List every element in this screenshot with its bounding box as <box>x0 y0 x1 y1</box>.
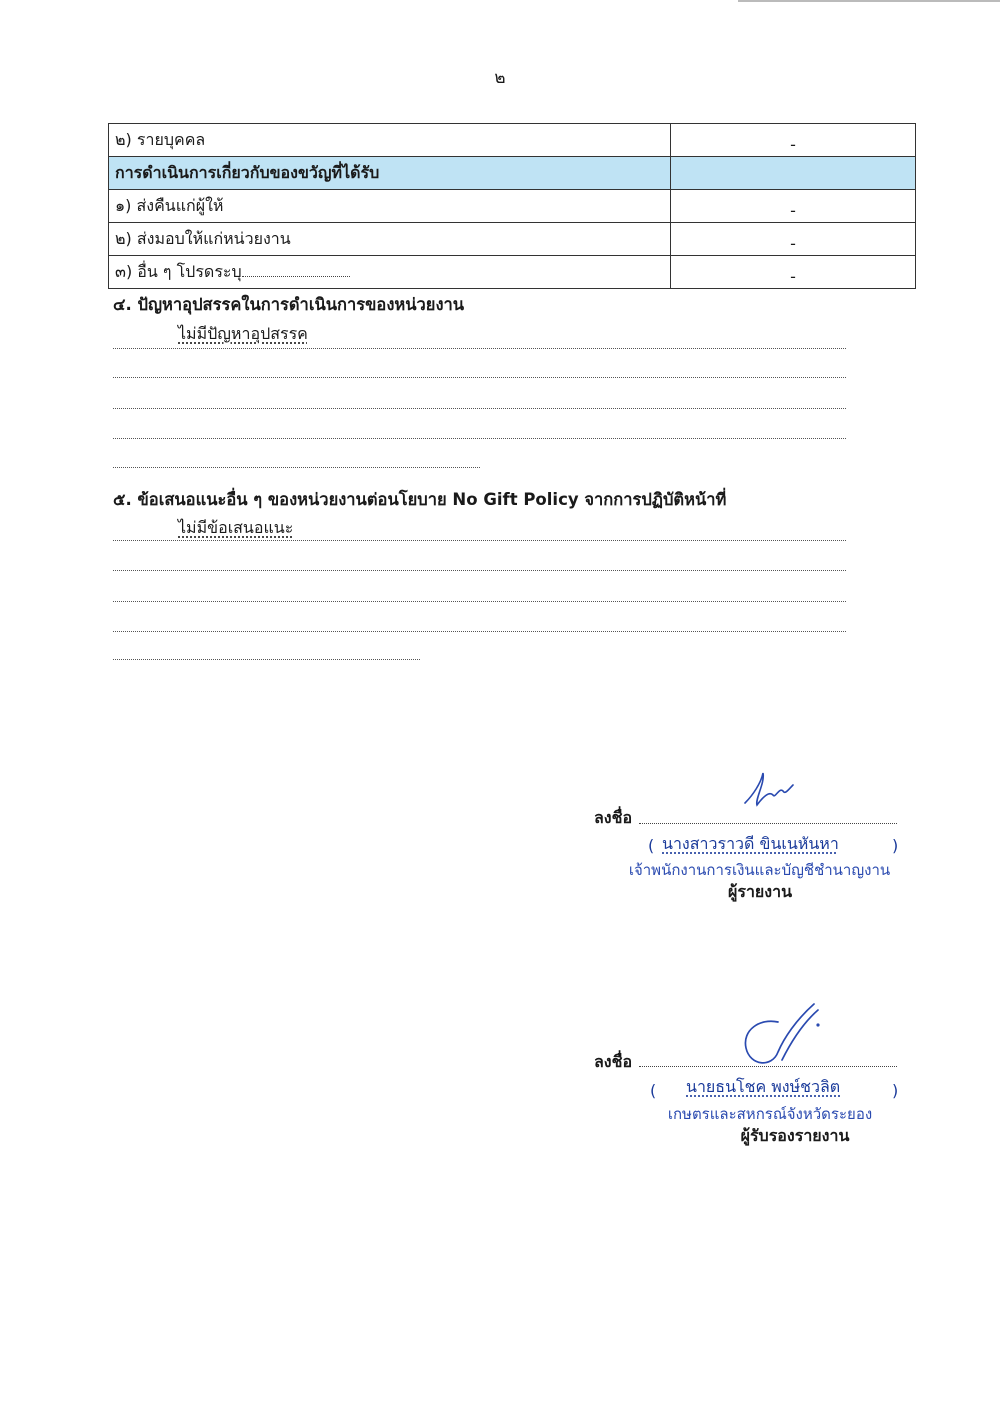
table-section-header <box>109 157 916 190</box>
specify-blank <box>242 262 350 277</box>
dotted-line <box>113 570 846 571</box>
section-4-heading: ๔. ปัญหาอุปสรรคในการดำเนินการของหน่วยงาน <box>113 295 465 314</box>
dotted-line <box>113 377 846 378</box>
signer-role: ผู้รับรองรายงาน <box>740 1126 850 1145</box>
sign-label: ลงชื่อ <box>594 1052 633 1071</box>
signature-line <box>639 823 897 824</box>
dotted-line <box>113 631 846 632</box>
row-value: - <box>671 256 916 289</box>
dotted-line <box>113 601 846 602</box>
gift-summary-table <box>108 123 916 289</box>
row-label: ๒) ส่งมอบให้แก่หน่วยงาน <box>109 223 671 256</box>
row-value: - <box>671 124 916 157</box>
open-paren: ( <box>648 836 655 855</box>
section-4-answer: ไม่มีปัญหาอุปสรรค <box>178 324 308 343</box>
table-row <box>109 124 916 157</box>
signer-position: เจ้าพนักงานการเงินและบัญชีชำนาญงาน <box>628 861 891 879</box>
signature-line <box>639 1066 897 1067</box>
page-number: ๒ <box>494 68 506 88</box>
handwritten-signature-1 <box>735 765 805 815</box>
section-5-answer: ไม่มีข้อเสนอแนะ <box>178 518 294 537</box>
dotted-line <box>113 467 480 468</box>
signer-position: เกษตรและสหกรณ์จังหวัดระยอง <box>667 1105 873 1123</box>
dotted-line <box>113 408 846 409</box>
row-label: ๑) ส่งคืนแก่ผู้ให้ <box>109 190 671 223</box>
close-paren: ) <box>892 836 899 855</box>
table-row <box>109 190 916 223</box>
signer-role: ผู้รายงาน <box>727 882 793 901</box>
signer-name: นายธนโชค พงษ์ชวลิต <box>686 1077 841 1096</box>
row-value: - <box>671 190 916 223</box>
table-row <box>109 223 916 256</box>
signer-name: นางสาวราวดี ขินเนหันหา <box>662 834 839 853</box>
table-row <box>109 256 916 289</box>
row-label: ๒) รายบุคคล <box>109 124 671 157</box>
section-header-label: การดำเนินการเกี่ยวกับของขวัญที่ได้รับ <box>109 157 671 190</box>
row-label: ๓) อื่น ๆ โปรดระบุ <box>115 261 242 281</box>
scan-edge-line <box>738 0 1000 2</box>
row-value: - <box>671 223 916 256</box>
close-paren: ) <box>892 1081 899 1100</box>
row-label-cell <box>109 256 671 289</box>
section-5-heading: ๕. ข้อเสนอแนะอื่น ๆ ของหน่วยงานต่อนโยบาย No Gift Policy จากการปฏิบัติหน้าที่ <box>113 490 727 509</box>
dotted-line <box>113 659 420 660</box>
section-header-value <box>671 157 916 190</box>
dotted-line <box>113 438 846 439</box>
handwritten-signature-2 <box>738 1000 828 1075</box>
sign-label: ลงชื่อ <box>594 808 633 827</box>
dotted-line <box>113 348 846 349</box>
open-paren: ( <box>650 1081 657 1100</box>
